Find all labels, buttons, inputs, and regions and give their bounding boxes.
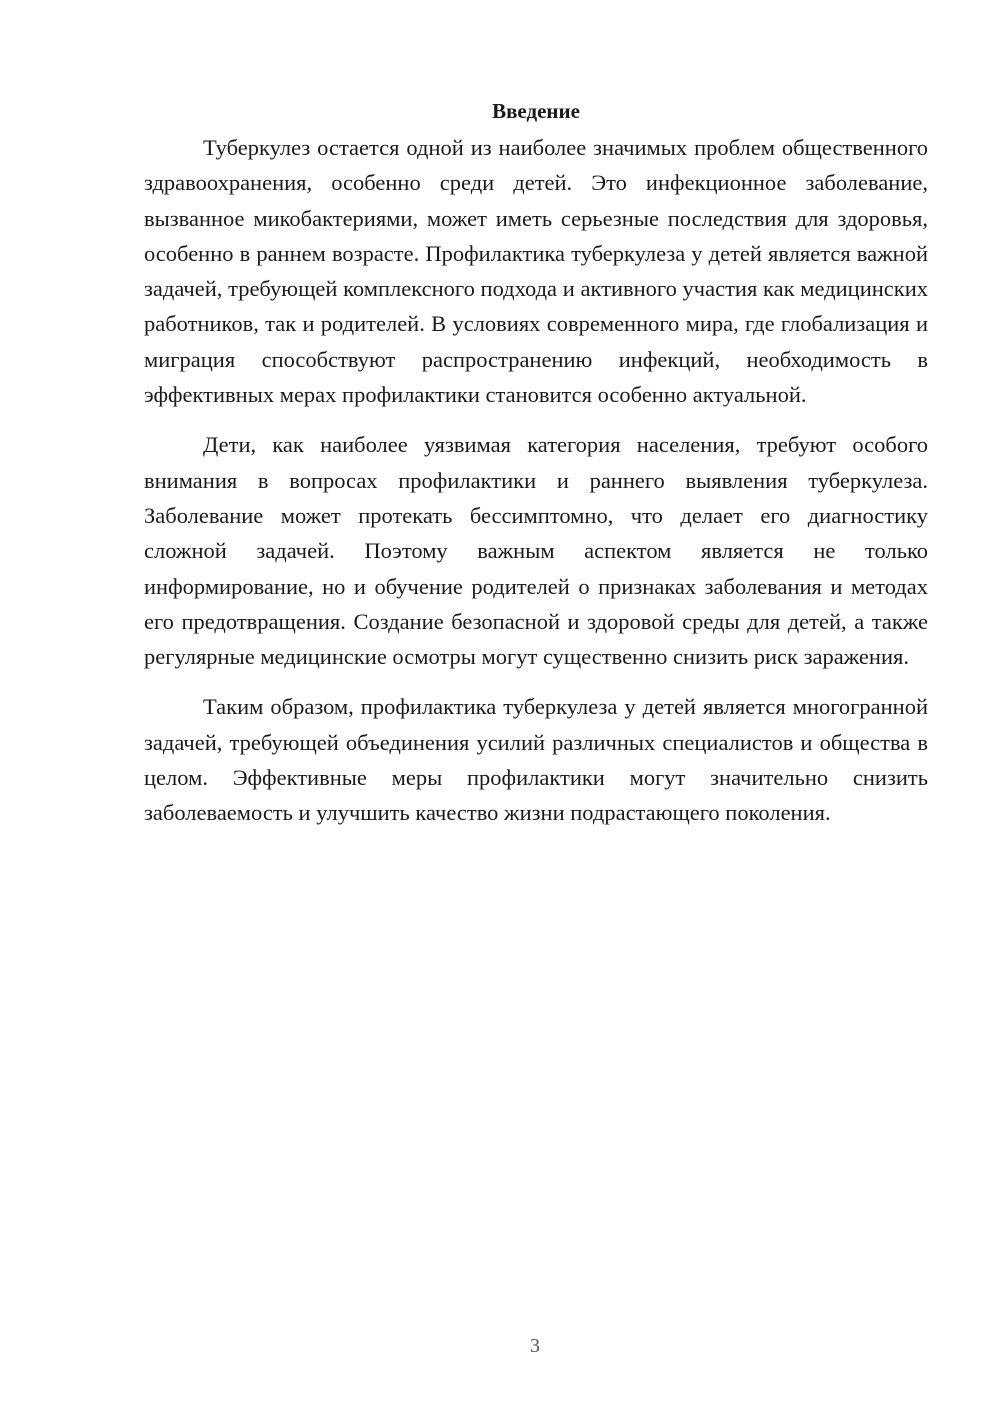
paragraph-1: Туберкулез остается одной из наиболее значимых проблем общественного здравоохранения, особенно среди детей. Это инфекционное заболевание, вызванное микобактериями, может иметь серьезные последствия для здоровья, особенно в раннем возрасте. Профилактика туберкулеза у детей является важной задачей, требующей комплексного подхода и активного участия как медицинских работников, так и родителей. В условиях современного мира, где глобализация и миграция способствуют распространению инфекций, необходимость в эффективных мерах профилактики становится особенно актуальной.: [144, 135, 928, 408]
paragraph-2: Дети, как наиболее уязвимая категория населения, требуют особого внимания в вопросах профилактики и раннего выявления туберкулеза. Заболевание может протекать бессимптомно, что делает его диагностику сложной задачей. Поэтому важным аспектом является не только информирование, но и обучение родителей о признаках заболевания и методах его предотвращения. Создание безопасной и здоровой среды для детей, а также регулярные медицинские осмотры могут существенно снизить риск заражения.: [144, 432, 928, 670]
paragraph-3: Таким образом, профилактика туберкулеза у детей является многогранной задачей, требующей объединения усилий различных специалистов и общества в целом. Эффективные меры профилактики могут значительно снизить заболеваемость и улучшить качество жизни подрастающего поколения.: [144, 694, 928, 826]
page-content: [144, 96, 928, 846]
page-number: 3: [530, 1335, 540, 1357]
section-heading: Введение: [492, 99, 580, 123]
